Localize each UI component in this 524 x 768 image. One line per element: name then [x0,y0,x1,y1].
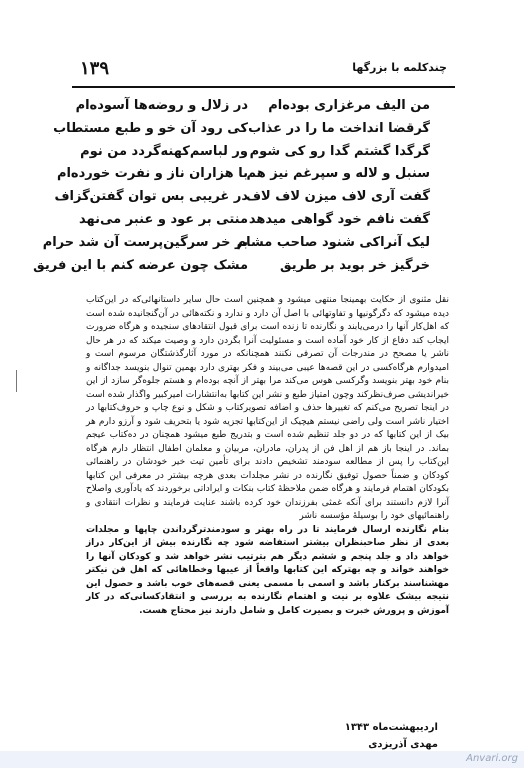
poem-hemistich: با هزاران ناز و نفرت خورده‌ام [56,166,248,182]
poem-hemistich: گفت آری لاف میزن لاف لاف [245,189,430,205]
poem-hemistich: خرگیز خر بوید بر طریق [280,257,430,273]
page-number: ۱۳۹ [80,58,110,79]
poem-hemistich: در زلال و روضه‌ها آسوده‌ام [75,98,248,113]
poem-verse [79,209,430,232]
poem-block [33,95,430,285]
prose-paragraph-2: بنام نگارنده ارسال فرمایند تا در راه بهتر و سودمندترگرداندن چاپها و مجلدات بعدی از نظر صاحبنظران بیشتر استفاضه شود چه نگارنده بیش از این‌کار دراز خواهد داد و جلد پنجم و ششم دیگر هم بترتیب نشر خواهد شد و کودکان آنها را خواهند خواند و چه بهترکه این کتابها واقعاً از عیبها وخطاهائی که اهل فن نیکتر مهشناسند برکنار باشد و اسمی با مسمی یعنی قصه‌های خوب باشد و حصول این نتیجه بیشک علاوه بر نیت و اهتمام نگارنده به بررسی و انتقادکسانی‌که در کار آموزش و پرورش خبرت و بصیرت کامل و شامل دارند نیز محتاج هست. [86,524,449,616]
poem-hemistich: بر خر سرگین‌پرست آن شد حرام [42,234,248,250]
prose-body [86,294,449,724]
poem-hemistich: لیک آنراکی شنود صاحب مشام [236,234,430,250]
poem-verse [75,95,430,118]
signature-author: مهدی آذریزدی [368,739,438,750]
footer-band [0,751,524,768]
poem-hemistich: منتی بر عود و عنبر می‌نهد [79,211,248,227]
poem-verse [33,255,430,278]
poem-hemistich: سنبل و لاله و سپرغم نیز هم [246,166,430,182]
page-header [72,58,455,84]
header-rule [72,86,455,88]
watermark: Anvari.org [466,753,518,764]
poem-hemistich: گرقضا انداخت ما را در عذاب [248,120,430,136]
poem-hemistich: کی رود آن خو و طبع مستطاب [53,120,248,136]
poem-hemistich: من الیف مرغزاری بوده‌ام [268,98,430,113]
signature-block [318,719,438,753]
poem-hemistich: گفت نافم خود گواهی میدهد [248,211,430,227]
poem-verse [54,186,430,209]
poem-hemistich: مشک چون عرضه کنم با این فریق [33,257,248,273]
running-title: چندکلمه با بزرگها [352,61,447,74]
poem-hemistich: گرگدا گشتم گدا رو کی شوم [249,143,430,159]
poem-verse [53,118,430,141]
poem-verse [42,232,430,255]
poem-hemistich: ور لباسم‌کهنه‌گردد من نوم [80,143,248,159]
signature-date: اردیبهشت‌ماه ۱۳۴۳ [344,722,438,733]
poem-hemistich: در غریبی بس توان گفتن‌گزاف [54,189,248,205]
prose-paragraph-1: نقل مثنوی از حکایت بهمینجا منتهی میشود و همچنین است حال سایر داستانهائی‌که در این‌کتاب دیده میشود که دگرگونیها و تفاوتهائی با اصل آن دارد و ندارد و نکته‌هائی در آن‌گنجانیده شده است که اهل‌کار آنها را درمی‌یابند و نگارنده تا زنده است برای قبول انتقادهای سنجیده و هرگاه ضرورت ایجاب کند دفاع از کار خود آماده است و مسئولیت آنرا بگردن دارد و وصیت میکند که در هر حال ناشر یا مصحح در مندرجات آن تصرفی نکنند همچنانکه در مورد آثارگذشتگان مرسوم است و امیدوارم هرگاه‌کسی در این قصه‌ها عیبی می‌بیند و فکر بهتری دارد بهمین تنوال بنویسد جداگانه و بنام خود بهتر بنویسد وگرکسی هوس می‌کند مرا بهتر از آنچه بوده‌ام و هستم جلوه‌گر سازد از این خیراندیشی صرف‌نظرکند وچون امتیاز طبع و نشر این کتابها به‌انتشارات امیرکبیر واگذار شده است در اینجا تصریح می‌کنم که تغییرها حذف و اضافه تصویرکتاب و شکل و نوع چاپ و حروف‌کتابها در اختیار ناشر است ولی راضی نیستم هیچیک از این‌کتابها تجزیه شود یا بتحریف شود و آرزو دارم هر بیک از این کتابها که در دو جلد تنظیم شده است و بتدریج طبع میشود همچنان در ده‌کتاب عیجم بماند. در اینجا باز هم از اهل فن از پدران، مادران، مربیان و معلمان اطفال انتظار دارم هرگاه این‌کتاب را پس از مطالعه سودمند تشخیص دادند برای تأمین تیت خیر خودشان در راهنمائی کودکان و ضمناً حصول توفیق نگارنده در نشر مجلدات بعدی هرچه بیشتر در معرفی این کتابها بکودکان اهتمام فرمایند و هرگاه ضمن ملاحظهٔ کتاب بنکات و ایراداتی برخوردند که یادآوری واصلاح آنرا لازم دانستند برای آنکه غمثی بفرزندان خود کرده باشند عنایت فرمایند و نظرات انتقادی و راهنمائیهای خود را بوسیلهٔ مؤسسه ناشر [86,295,449,521]
poem-verse [80,141,430,164]
scan-margin-mark [16,370,17,392]
poem-verse [56,163,430,186]
